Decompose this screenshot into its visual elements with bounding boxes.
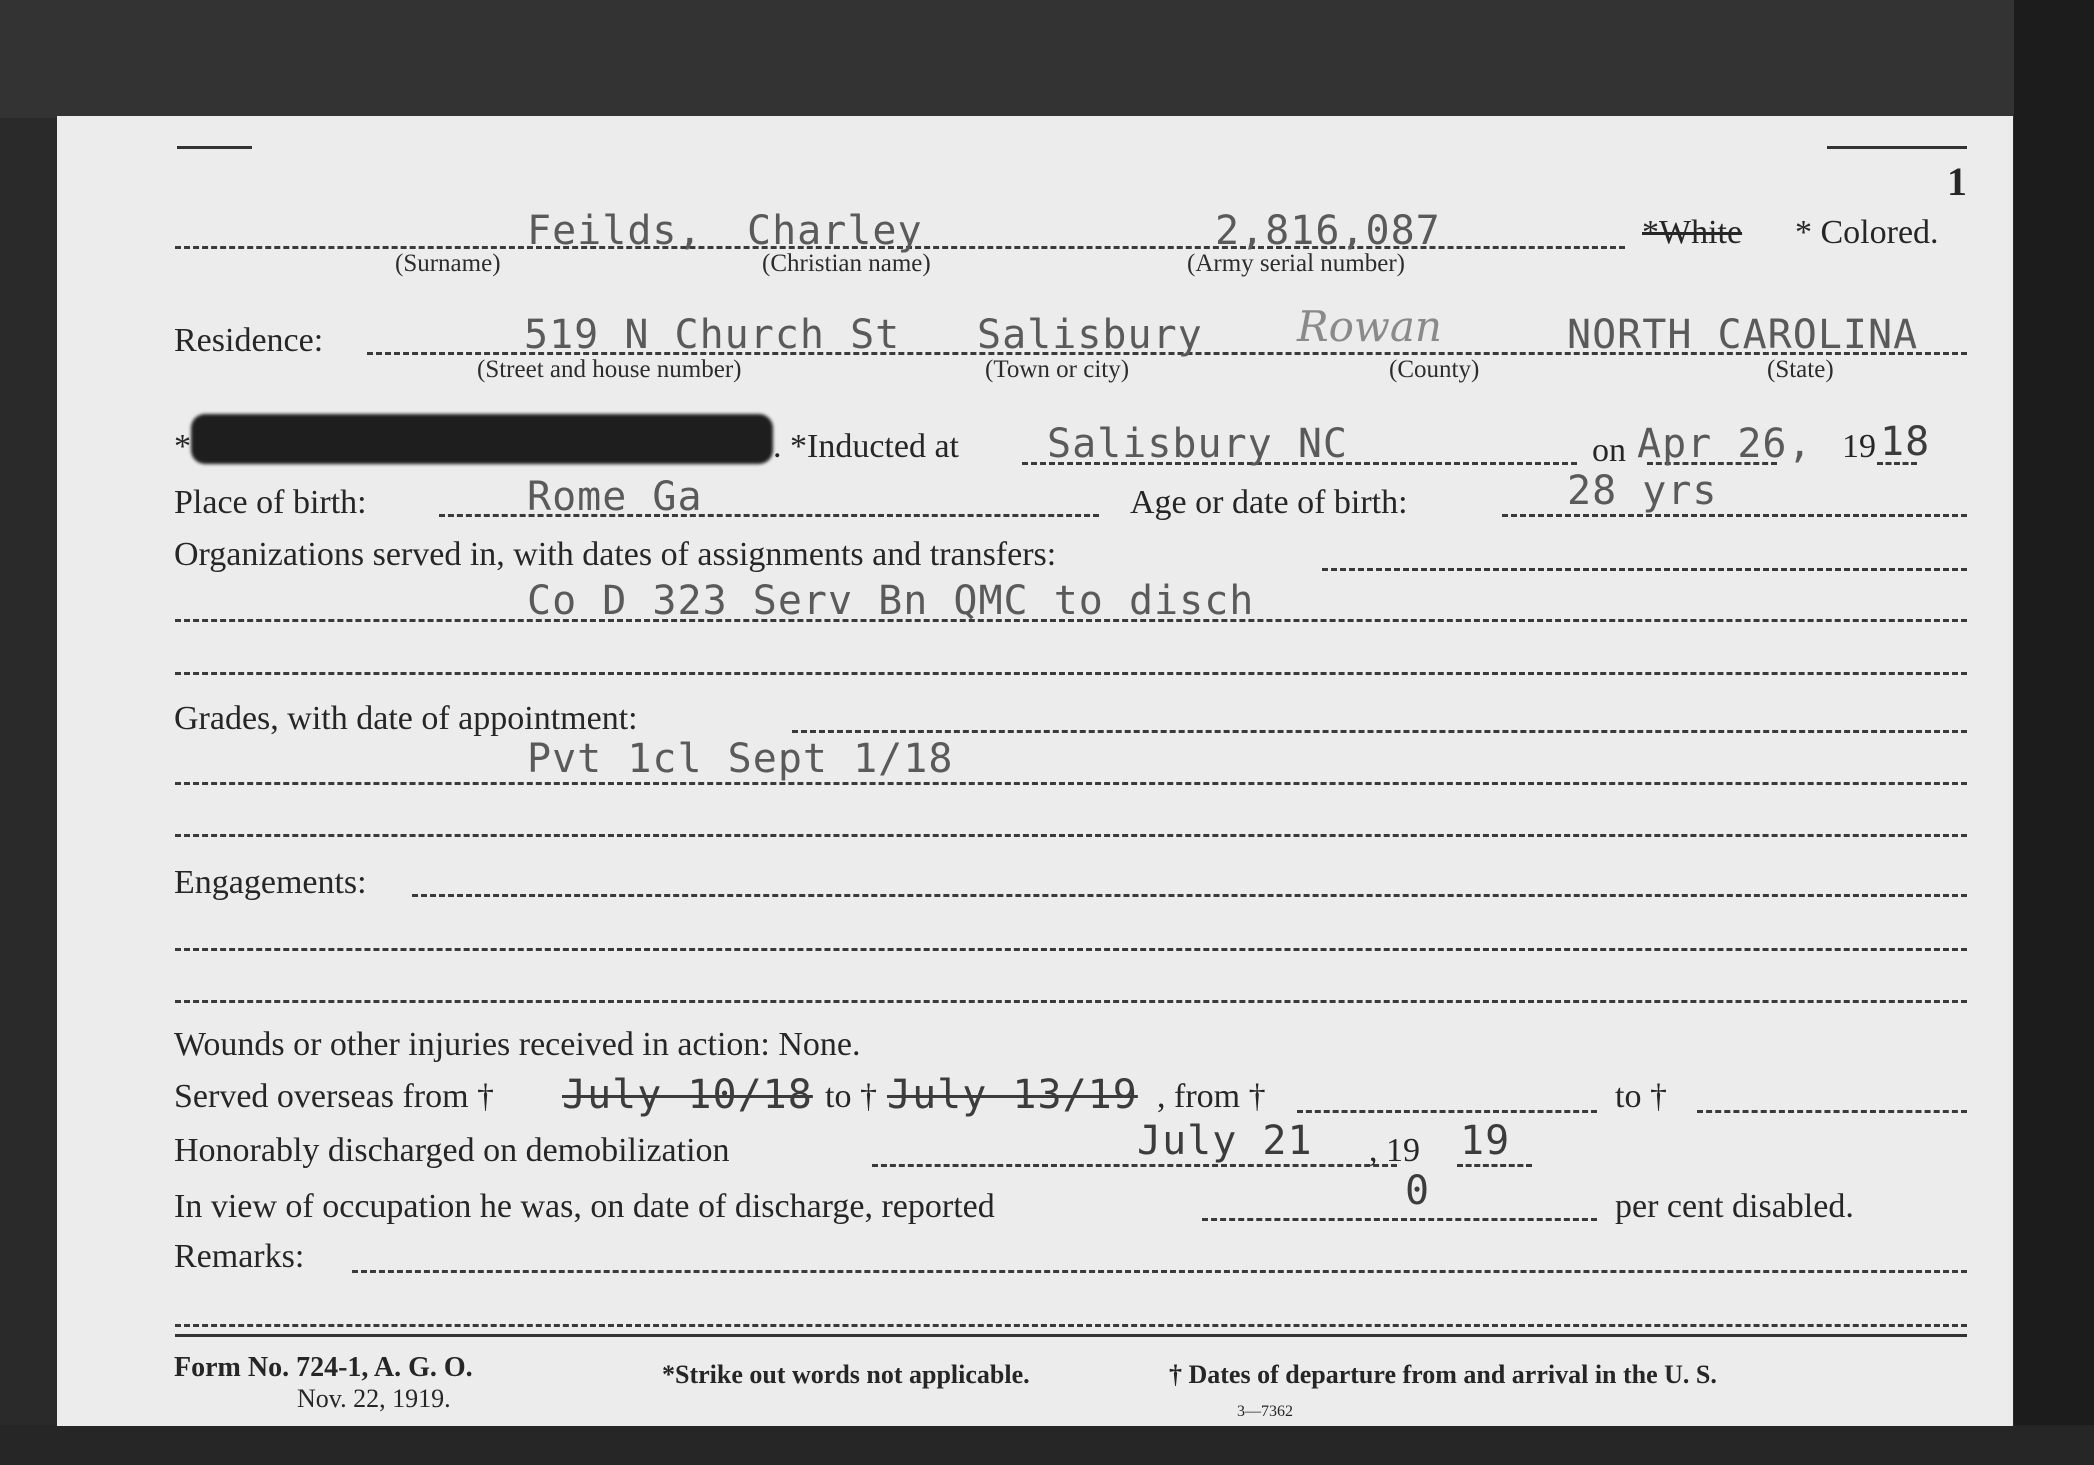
organizations-line-1 [1322,568,1967,571]
overseas-from-date: July 10/18 [562,1072,813,1118]
grades-line-3 [175,834,1967,837]
grades-label: Grades, with date of appointment: [174,700,638,737]
remarks-line-1 [352,1270,1967,1273]
form-date: Nov. 22, 1919. [297,1384,451,1413]
strike-out-note: *Strike out words not applicable. [662,1360,1030,1389]
county-caption: (County) [1389,356,1480,383]
overseas-from-label-2: , from † [1157,1078,1266,1115]
engagements-line-1 [412,894,1967,897]
induction-year-suffix: 18 [1880,419,1931,465]
card-number: 1 [1947,159,1967,204]
disability-suffix: per cent disabled. [1615,1188,1854,1225]
organizations-label: Organizations served in, with dates of assignments and transfers: [174,536,1057,573]
state-value: NORTH CAROLINA [1567,312,1919,358]
place-of-birth-label: Place of birth: [174,484,367,521]
race-white-struck: *White [1642,214,1743,251]
discharge-year-prefix: , 19 [1369,1132,1420,1169]
top-left-rule [177,146,252,149]
grades-entry: Pvt 1cl Sept 1/18 [527,736,954,782]
footer-rule [175,1334,1967,1337]
dates-note: † Dates of departure from and arrival in the U. S. [1169,1360,1717,1389]
scan-background-bottom [0,1425,2094,1465]
inducted-at-value: Salisbury NC [1047,421,1348,467]
on-label: on [1592,432,1626,469]
disability-line [1202,1218,1597,1221]
surname-value: Feilds, [527,208,703,254]
disability-label: In view of occupation he was, on date of discharge, reported [174,1188,995,1225]
christian-name-caption: (Christian name) [762,250,931,277]
town-value: Salisbury [977,312,1203,358]
place-of-birth-value: Rome Ga [527,474,703,520]
engagements-label: Engagements: [174,864,367,901]
town-caption: (Town or city) [985,356,1130,383]
overseas-to-label: to † [825,1078,877,1115]
remarks-label: Remarks: [174,1238,305,1275]
redacted-enlisted-field [191,414,773,464]
print-code: 3—7362 [1237,1403,1293,1420]
grades-line-1 [792,730,1967,733]
residence-label: Residence: [174,322,324,359]
state-caption: (State) [1767,356,1834,383]
inducted-at-label: . *Inducted at [773,428,959,465]
engagements-line-3 [175,1000,1967,1003]
organizations-line-3 [175,672,1967,675]
overseas-label: Served overseas from † [174,1078,495,1115]
discharge-date-line [872,1164,1397,1167]
christian-name-value: Charley [747,208,923,254]
wounds-text: Wounds or other injuries received in action: None. [174,1026,861,1063]
serial-number-value: 2,816,087 [1215,208,1441,254]
discharge-label: Honorably discharged on demobilization [174,1132,730,1169]
scan-background-right [2014,0,2094,1465]
street-caption: (Street and house number) [477,356,742,383]
surname-caption: (Surname) [395,250,501,277]
serial-number-caption: (Army serial number) [1187,250,1405,277]
service-record-card [57,116,2013,1426]
discharge-date: July 21 [1137,1118,1313,1164]
form-number: Form No. 724-1, A. G. O. [174,1352,473,1383]
age-label: Age or date of birth: [1130,484,1408,521]
overseas-to-line-2 [1697,1110,1967,1113]
overseas-to-label-2: to † [1615,1078,1667,1115]
grades-line-2 [175,782,1967,785]
street-value: 519 N Church St [524,312,901,358]
induction-date-value: Apr 26, [1637,421,1813,467]
top-right-rule [1827,146,1967,149]
enlisted-asterisk: * [174,428,191,465]
scan-background-top [0,0,2094,118]
age-value: 28 yrs [1567,468,1718,514]
overseas-from-line-2 [1297,1110,1597,1113]
engagements-line-2 [175,948,1967,951]
organizations-entry: Co D 323 Serv Bn QMC to disch [527,578,1255,624]
age-line [1502,514,1967,517]
county-value: Rowan [1297,302,1442,351]
race-colored: * Colored. [1795,214,1939,251]
overseas-to-date: July 13/19 [887,1072,1138,1118]
discharge-year: 19 [1460,1118,1511,1164]
induction-year-prefix: 19 [1842,428,1876,465]
discharge-year-line [1457,1164,1532,1167]
disability-percent: 0 [1405,1168,1431,1214]
remarks-line-2 [175,1324,1967,1327]
